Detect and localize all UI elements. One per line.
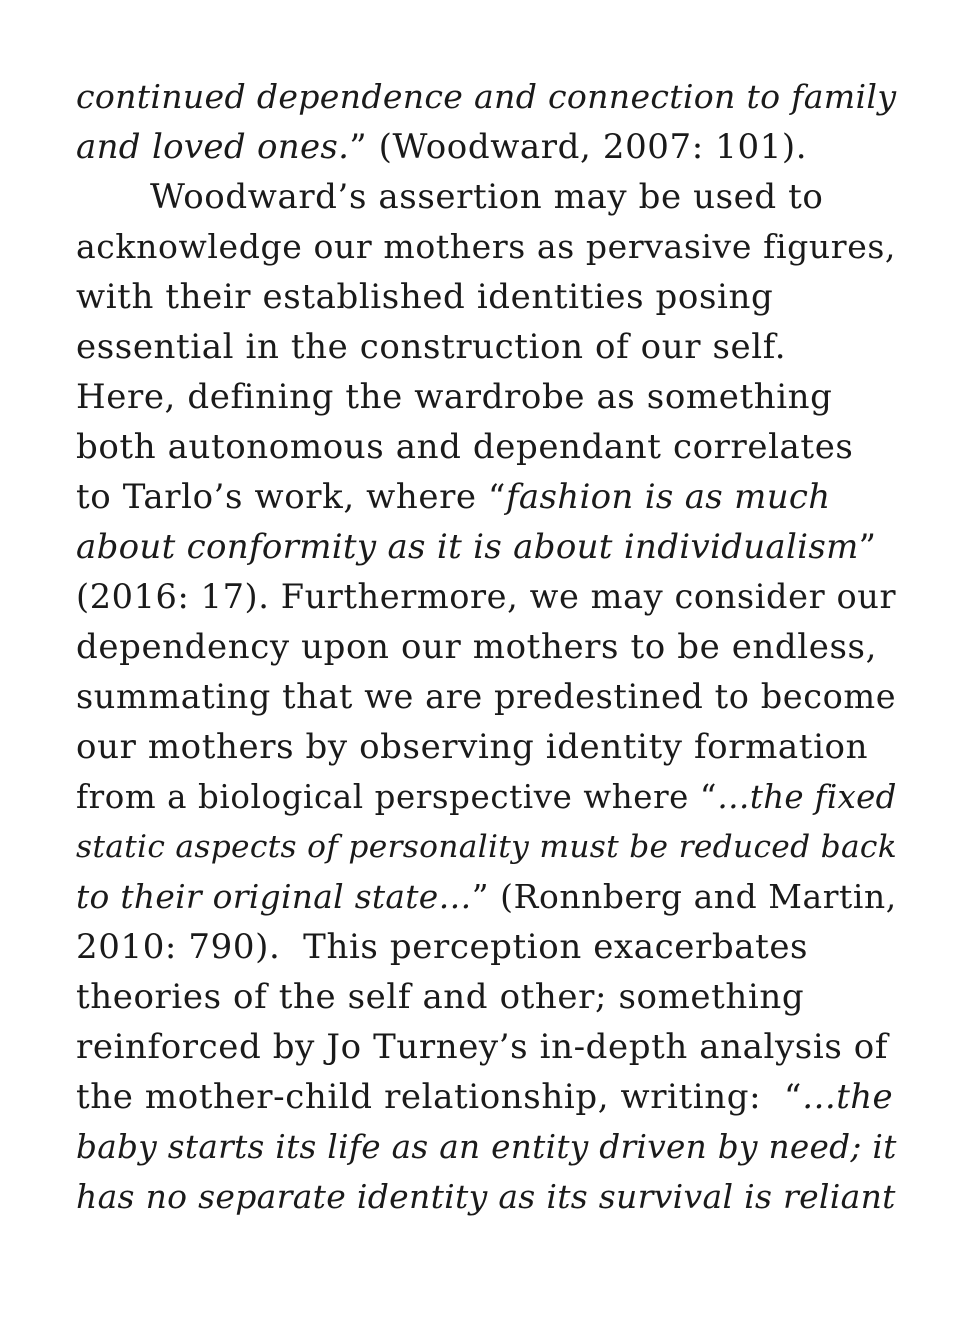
quote-text: static aspects of personality must be reduced back [76,829,897,865]
text-line [76,572,896,622]
quote-text: to their original state… [76,877,472,916]
text-line [76,272,896,322]
quote-text: about conformity as it is about individualism [76,527,859,567]
text-line [76,222,896,272]
body-text-span: Woodward’s assertion may be used to [150,177,824,217]
body-text-span: summating that we are predestined to become [76,677,897,716]
body-text-span: to Tarlo’s work, where “ [76,477,507,517]
text-line [76,1122,896,1172]
citation-text: ” (Woodward, 2007: 101). [349,127,808,167]
text-line [76,922,896,972]
body-text-span: Here, defining the wardrobe as something [76,377,833,417]
citation-text: ” (Ronnberg and Martin, [471,877,897,916]
body-text-span: (2016: 17). Furthermore, we may consider our [76,577,897,616]
body-text-span: our mothers by observing identity formation [76,727,869,767]
body-text-span: essential in the construction of our self. [76,327,787,367]
body-text-span: with their established identities posing [76,277,774,317]
text-line [76,72,896,122]
quote-text: has no separate identity as its survival is reliant [76,1177,896,1216]
text-line [76,822,896,872]
quote-text: baby starts its life as an entity driven by need; it [76,1128,897,1166]
text-line [76,472,896,522]
body-text-span: the mother-child relationship, writing: “ [76,1077,802,1117]
text-line [76,772,896,822]
quote-text: continued dependence and connection to family [76,77,897,116]
text-line [76,422,896,472]
body-text-span: 2010: 790). This perception exacerbates [76,927,809,967]
text-line [76,672,896,722]
text-line [76,1072,896,1122]
body-text-span: ” [858,527,877,567]
paragraph-first-line [76,172,896,222]
body-text-span: both autonomous and dependant correlates [76,427,854,467]
text-line [76,322,896,372]
quote-text: and loved ones. [76,127,350,167]
body-text [76,72,896,1222]
text-line [76,1022,896,1072]
body-text-span: dependency upon our mothers to be endless, [76,627,877,667]
quote-text: fashion is as much [506,477,831,517]
text-line [76,722,896,772]
body-text-span: reinforced by Jo Turney’s in-depth analysis of [76,1027,889,1067]
text-line [76,372,896,422]
body-text-span: from a biological perspective where “ [76,778,718,816]
text-line [76,1172,896,1222]
text-line [76,522,896,572]
quote-text: …the [802,1077,893,1117]
body-text-span: theories of the self and other; something [76,977,805,1017]
text-line [76,872,896,922]
text-line [76,622,896,672]
body-text-span: acknowledge our mothers as pervasive figures, [76,227,897,266]
quote-text: …the fixed [717,778,897,816]
text-line [76,972,896,1022]
text-line [76,122,896,172]
